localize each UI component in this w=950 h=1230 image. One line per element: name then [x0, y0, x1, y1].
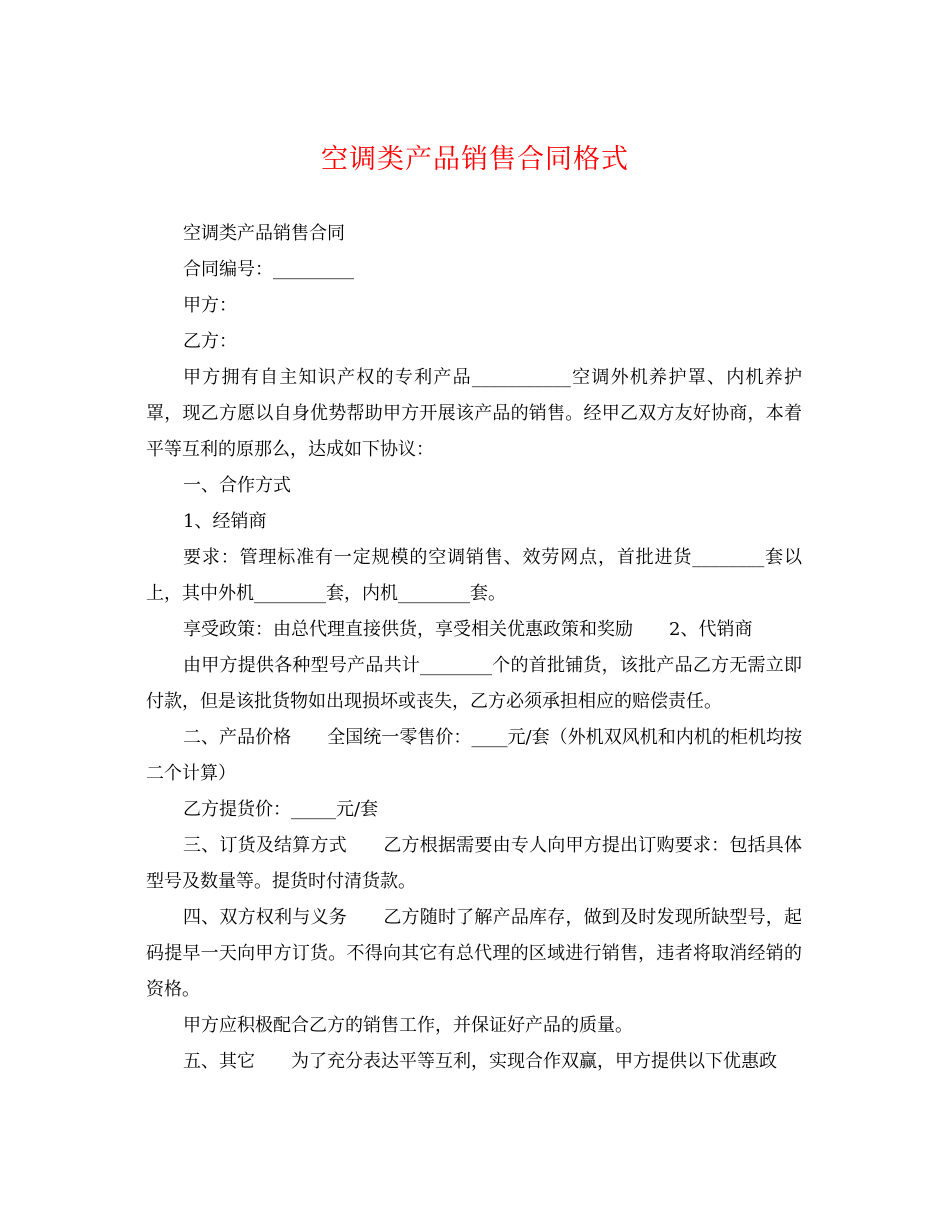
paragraph-preamble: 甲方拥有自主知识产权的专利产品___________空调外机养护罩、内机养护罩，现乙方愿以自身优势帮助甲方开展该产品的销售。经甲乙双方友好协商，本着平等互利的原那么，达成如下协议： — [146, 367, 802, 460]
paragraph-party-a-cooperation: 甲方应积极配合乙方的销售工作，并保证好产品的质量。 — [183, 1015, 633, 1036]
heading-distributor: 1、经销商 — [183, 511, 267, 532]
paragraph-distributor-requirements: 要求：管理标准有一定规模的空调销售、效劳网点，首批进货________套以上，其中外机________套，内机________套。 — [146, 547, 802, 604]
paragraph-rights-obligations: 四、双方权利与义务 乙方随时了解产品库存，做到及时发现所缺型号，起码提早一天向甲方订货。不得向其它有总代理的区域进行销售，违者将取消经销的资格。 — [146, 907, 802, 1000]
paragraph-other: 五、其它 为了充分表达平等互利，实现合作双赢，甲方提供以下优惠政 — [183, 1051, 777, 1072]
document-body — [146, 216, 802, 1080]
paragraph-pickup-price: 乙方提货价：_____元/套 — [183, 799, 379, 820]
paragraph-contract-name: 空调类产品销售合同 — [183, 223, 345, 244]
heading-cooperation-mode: 一、合作方式 — [183, 475, 291, 496]
paragraph-distributor-policy: 享受政策：由总代理直接供货，享受相关优惠政策和奖励 2、代销商 — [183, 619, 753, 640]
paragraph-contract-number: 合同编号：_________ — [183, 259, 354, 280]
paragraph-product-price: 二、产品价格 全国统一零售价：____元/套（外机双风机和内机的柜机均按二个计算） — [146, 727, 802, 784]
document-title: 空调类产品销售合同格式 — [321, 144, 629, 175]
paragraph-party-a: 甲方： — [183, 295, 237, 316]
paragraph-consignment: 由甲方提供各种型号产品共计________个的首批铺货，该批产品乙方无需立即付款，但是该批货物如出现损坏或丧失，乙方必须承担相应的赔偿责任。 — [146, 655, 802, 712]
paragraph-ordering-settlement: 三、订货及结算方式 乙方根据需要由专人向甲方提出订购要求：包括具体型号及数量等。提货时付清货款。 — [146, 835, 802, 892]
paragraph-party-b: 乙方： — [183, 331, 237, 352]
